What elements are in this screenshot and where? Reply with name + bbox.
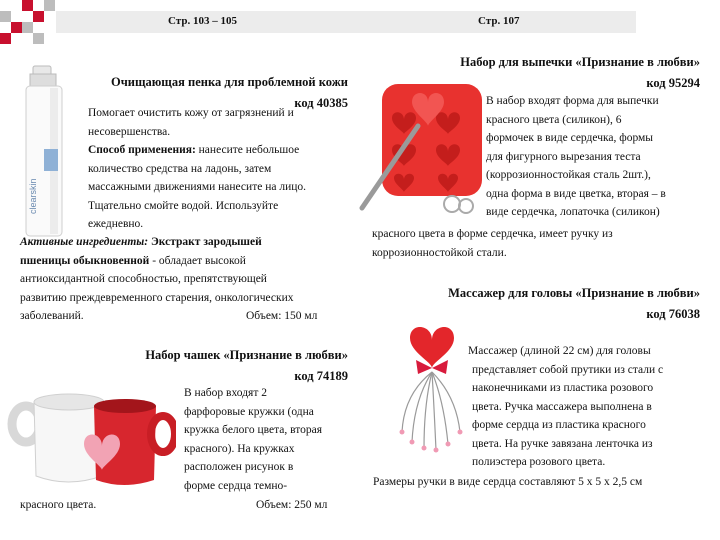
cups-last-line: красного цвета. Объем: 250 мл bbox=[20, 496, 350, 515]
baking-set-image bbox=[356, 80, 488, 216]
decorative-checker bbox=[0, 0, 60, 44]
foam-title: Очищающая пенка для проблемной кожи код 40385 bbox=[60, 72, 348, 114]
cups-image bbox=[6, 384, 176, 494]
cups-code: код 74189 bbox=[294, 369, 348, 383]
head-massager-image bbox=[396, 314, 468, 454]
foam-ingredients: Активные ингредиенты: Экстракт зародышей пшеницы обыкновенной - обладает высокой антиоксидантной способностью, препятствующей развитию преждевременного старения, онкологических заболеваний. Объем: 150 мл bbox=[20, 233, 350, 326]
foam-ingredients-label: Активные ингредиенты: bbox=[20, 236, 149, 248]
baking-description: В набор входят форма для выпечки красного цвета (силикон), 6 формочек в виде сердечка, формы для фигурного вырезания теста (коррозионностойкая сталь 2шт.), одна форма в виде цветка, вторая – в виде сердечка, лопаточка (силикон) bbox=[486, 95, 666, 218]
bottle-brand-text: clearskin bbox=[28, 178, 38, 214]
page-ref-left: Стр. 103 – 105 bbox=[168, 15, 237, 27]
foam-code: код 40385 bbox=[294, 96, 348, 110]
baking-tail: красного цвета в форме сердечка, имеет ручку из коррозионностойкой стали. bbox=[372, 228, 613, 259]
cups-volume: Объем: 250 мл bbox=[256, 499, 328, 511]
header-bar bbox=[56, 11, 636, 33]
massager-description: Массажер (длиной 22 см) для головы представляет собой прутики из стали с наконечниками из пластика розового цвета. Ручка массажера выполнена в форме сердца из пластика красного цвета. На ручке завязана ленточка из полиэстера розового цвета. bbox=[468, 345, 664, 468]
foam-volume: Объем: 150 мл bbox=[246, 310, 318, 322]
cups-description: В набор входят 2 фарфоровые кружки (одна кружка белого цвета, вторая красного). На кружках расположен рисунок в форме сердца темно- bbox=[184, 387, 323, 492]
massager-title: Массажер для головы «Признание в любви» код 76038 bbox=[398, 283, 700, 325]
page-ref-right: Стр. 107 bbox=[478, 15, 520, 27]
foam-description: Помогает очистить кожу от загрязнений и несовершенства. Способ применения: нанесите небольшое количество средства на ладонь, затем массажными движениями нанесите на лицо. Тщательно смойте водой. Используйте ежедневно. bbox=[88, 107, 307, 230]
foam-method-label: Способ применения: bbox=[88, 144, 196, 156]
baking-title: Набор для выпечки «Признание в любви» код 95294 bbox=[400, 52, 700, 94]
massager-sizes: Размеры ручки в виде сердца составляют 5 х 5 х 2,5 см bbox=[373, 476, 643, 488]
baking-code: код 95294 bbox=[646, 76, 700, 90]
cups-title: Набор чашек «Признание в любви» код 74189 bbox=[60, 345, 348, 387]
massager-code: код 76038 bbox=[646, 307, 700, 321]
